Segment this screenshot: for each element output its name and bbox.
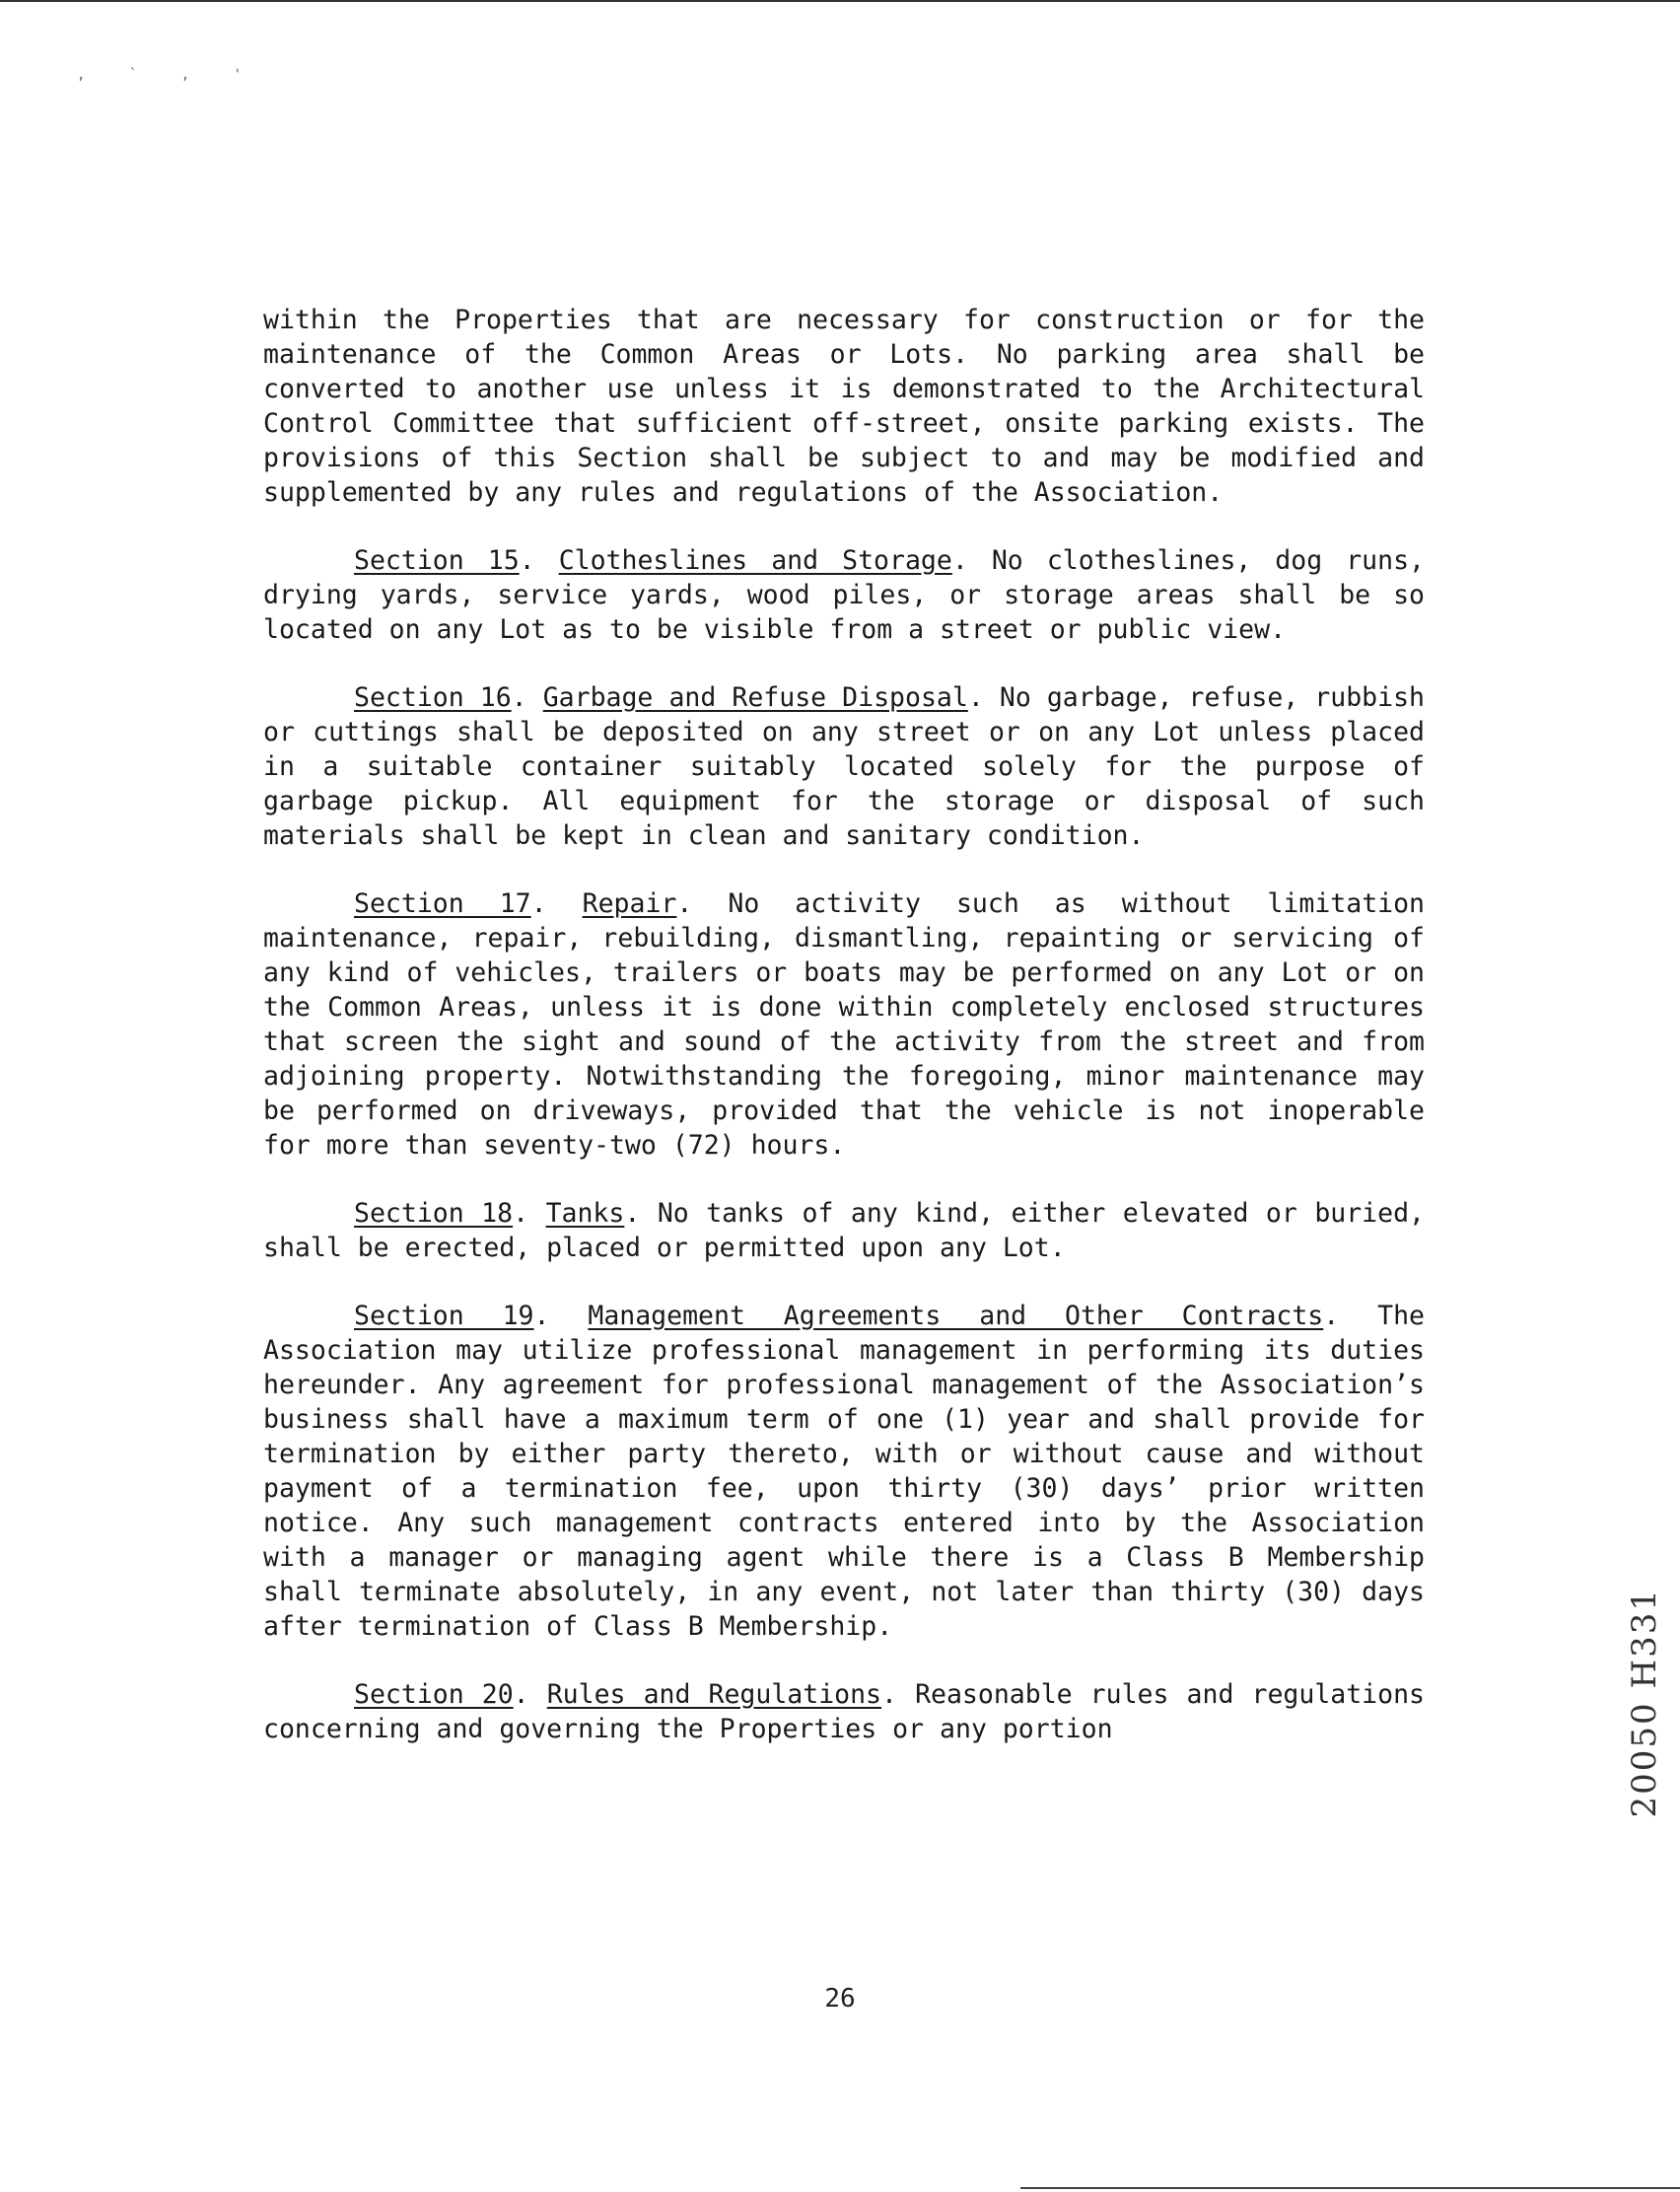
section-17-text: No activity such as without limitation maintenance, repair, rebuilding, dismantling, repainting or servicing of any kind of vehicles, trailers or boats may be performed on any Lot or on the Common Areas, unless it is done within completely enclosed structures that screen the sight and sound of the activity from the street and from adjoining property. Notwithstanding the foregoing, minor maintenance may be performed on driveways, provided that the vehicle is not inoperable for more than seventy-two (72) hours. — [263, 888, 1426, 1161]
section-15-label: Section 15 — [354, 545, 520, 576]
section-18-heading: Tanks — [545, 1198, 625, 1229]
page-number: 26 — [824, 1984, 856, 2014]
section-18-text: No tanks of any kind, either elevated or buried, shall be erected, placed or permitted upon any Lot. — [263, 1198, 1425, 1263]
section-16-label: Section 16 — [354, 682, 512, 713]
section-15-paragraph: Section 15. Clotheslines and Storage. No clotheslines, dog runs, drying yards, service yards, wood piles, or storage areas shall be so located on any Lot as to be visible from a street or public view. — [263, 545, 1425, 645]
section-19-paragraph: Section 19. Management Agreements and Other Contracts. The Association may utilize professional management in performing its duties hereunder. Any agreement for professional management of the Association’s business shall have a maximum term of one (1) year and shall provide for termination by either party thereto, with or without cause and without payment of a termination fee, upon thirty (30) days’ prior written notice. Any such management contracts entered into by the Association with a manager or managing agent while there is a Class B Membership shall terminate absolutely, in any event, not later than thirty (30) days after termination of Class B Membership. — [263, 1301, 1425, 1642]
section-18-paragraph: Section 18. Tanks. No tanks of any kind, either elevated or buried, shall be erected, placed or permitted upon any Lot. — [263, 1198, 1425, 1263]
document-body — [263, 303, 1425, 1780]
section-20-text: Reasonable rules and regulations concerning and governing the Properties or any portion — [263, 1679, 1425, 1744]
section-16-text: No garbage, refuse, rubbish or cuttings shall be deposited on any street or on any Lot unless placed in a suitable container suitably located solely for the purpose of garbage pickup. All equipment for the storage or disposal of such materials shall be kept in clean and sanitary condition. — [263, 682, 1425, 851]
section-19-label: Section 19 — [354, 1301, 534, 1331]
section-15-text: No clotheslines, dog runs, drying yards, service yards, wood piles, or storage areas shall be so located on any Lot as to be visible from a street or public view. — [263, 545, 1425, 645]
document-id-stamp: 20050 H331 — [1625, 1588, 1664, 1818]
section-16-paragraph: Section 16. Garbage and Refuse Disposal. No garbage, refuse, rubbish or cuttings shall be deposited on any street or on any Lot unless placed in a suitable container suitably located solely for the purpose of garbage pickup. All equipment for the storage or disposal of such materials shall be kept in clean and sanitary condition. — [263, 682, 1425, 851]
section-19-heading: Management Agreements and Other Contracts — [588, 1301, 1324, 1331]
section-17-heading: Repair — [582, 888, 677, 919]
section-20-heading: Rules and Regulations — [546, 1679, 882, 1710]
top-scan-border — [0, 0, 1680, 2]
section-20-paragraph: Section 20. Rules and Regulations. Reasonable rules and regulations concerning and governing the Properties or any portion — [263, 1679, 1425, 1744]
section-17-label: Section 17 — [354, 888, 531, 919]
section-18-label: Section 18 — [354, 1198, 514, 1229]
scan-artifact-marks: , ` , ' — [77, 67, 260, 83]
section-20-label: Section 20 — [354, 1679, 514, 1710]
intro-paragraph: within the Properties that are necessary for construction or for the maintenance of the Common Areas or Lots. No parking area shall be converted to another use unless it is demonstrated to the Architectural Control Committee that sufficient off-street, onsite parking exists. The provisions of this Section shall be subject to and may be modified and supplemented by any rules and regulations of the Association. — [263, 305, 1425, 508]
section-17-paragraph: Section 17. Repair. No activity such as without limitation maintenance, repair, rebuilding, dismantling, repainting or servicing of any kind of vehicles, trailers or boats may be performed on any Lot or on the Common Areas, unless it is done within completely enclosed structures that screen the sight and sound of the activity from the street and from adjoining property. Notwithstanding the foregoing, minor maintenance may be performed on driveways, provided that the vehicle is not inoperable for more than seventy-two (72) hours. — [263, 888, 1426, 1161]
section-16-heading: Garbage and Refuse Disposal — [542, 682, 968, 713]
bottom-scan-border — [1020, 2187, 1680, 2189]
section-15-heading: Clotheslines and Storage — [558, 545, 952, 576]
section-19-text: The Association may utilize professional management in performing its duties hereunder. Any agreement for professional management of the Association’s business shall have a maximum term of one (1) year and shall provide for termination by either party thereto, with or without cause and without payment of a termination fee, upon thirty (30) days’ prior written notice. Any such management contracts entered into by the Association with a manager or managing agent while there is a Class B Membership shall terminate absolutely, in any event, not later than thirty (30) days after termination of Class B Membership. — [263, 1301, 1425, 1642]
